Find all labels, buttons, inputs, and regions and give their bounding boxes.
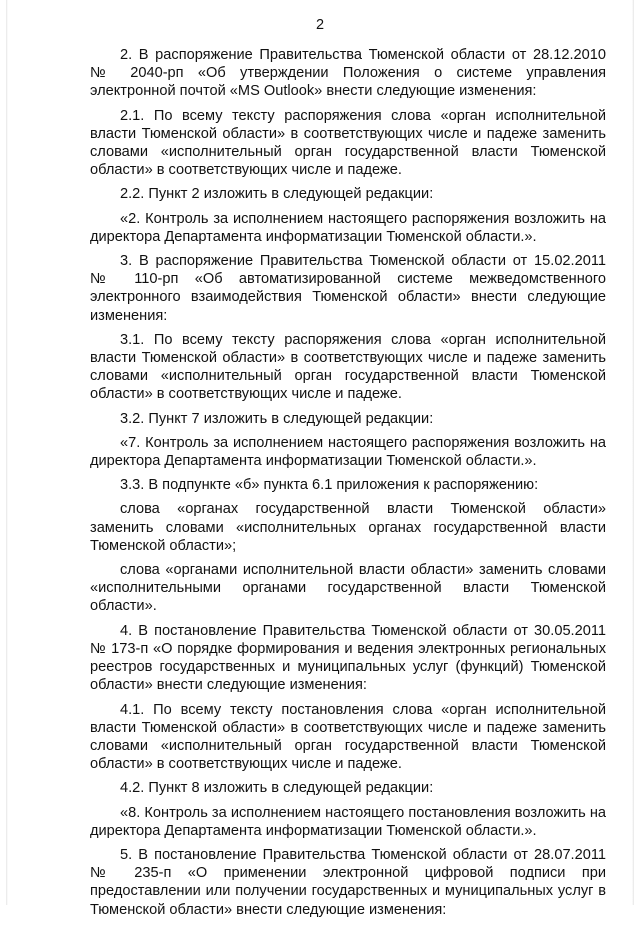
paragraph-3: 3. В распоряжение Правительства Тюменской области от 15.02.2011 № 110-рп «Об автоматизированной системе межведомственного электронного взаимодействия Тюменской области» внести следующие изменения: — [90, 253, 606, 324]
paragraph-5: 5. В постановление Правительства Тюменской области от 28.07.2011 № 235-п «О применении электронной цифровой подписи при предоставлении или получении государственных и муниципальных услуг в Тюменской области» внести следующие изменения: — [90, 846, 606, 918]
paragraph-4-2: 4.2. Пункт 8 изложить в следующей редакции: — [120, 780, 434, 797]
paragraph-4: 4. В постановление Правительства Тюменской области от 30.05.2011 № 173-п «О порядке формирования и ведения электронных региональных реестров государственных и муниципальных услуг (функций) Тюменской области» внести следующие изменения: — [90, 622, 606, 694]
paragraph-3-3: 3.3. В подпункте «б» пункта 6.1 приложения к распоряжению: — [120, 477, 539, 494]
paragraph-2-2-text: «2. Контроль за исполнением настоящего распоряжения возложить на директора Департамента информатизации Тюменской области.». — [90, 210, 606, 245]
paragraph-3-2-text: «7. Контроль за исполнением настоящего распоряжения возложить на директора Департамента информатизации Тюменской области.». — [90, 434, 606, 470]
paragraph-3-1: 3.1. По всему тексту распоряжения слова «орган исполнительной власти Тюменской области» в соответствующих числе и падеже заменить словами «исполнительный орган государственной власти Тюменской области» в соответствующих числе и падеже. — [90, 331, 606, 403]
paragraph-4-1: 4.1. По всему тексту постановления слова «орган исполнительной власти Тюменской области» в соответствующих числе и падеже заменить словами «исполнительный орган государственной власти Тюменской области» в соответствующих числе и падеже. — [90, 701, 606, 773]
paragraph-2-2: 2.2. Пункт 2 изложить в следующей редакции: — [120, 186, 434, 203]
paragraph-3-3-a: слова «органах государственной власти Тюменской области» заменить словами «исполнительных органах государственной власти Тюменской области»; — [90, 501, 606, 554]
paragraph-2: 2. В распоряжение Правительства Тюменской области от 28.12.2010 № 2040-рп «Об утверждении Положения о системе управления электронной почтой «MS Outlook» внести следующие изменения: — [90, 47, 606, 100]
document-body — [90, 46, 606, 925]
page-number: 2 — [315, 17, 325, 33]
scan-edge-right — [632, 0, 634, 905]
scan-edge-left — [6, 0, 8, 905]
paragraph-4-2-text: «8. Контроль за исполнением настоящего постановления возложить на директора Департамента информатизации Тюменской области.». — [90, 804, 606, 839]
paragraph-3-3-b: слова «органами исполнительной власти области» заменить словами «исполнительными органами государственной власти Тюменской области». — [90, 562, 606, 615]
paragraph-2-1: 2.1. По всему тексту распоряжения слова «орган исполнительной власти Тюменской области» в соответствующих числе и падеже заменить словами «исполнительный орган государственной власти Тюменской области» в соответствующих числе и падеже. — [90, 107, 606, 179]
paragraph-3-2: 3.2. Пункт 7 изложить в следующей редакции: — [120, 410, 434, 427]
